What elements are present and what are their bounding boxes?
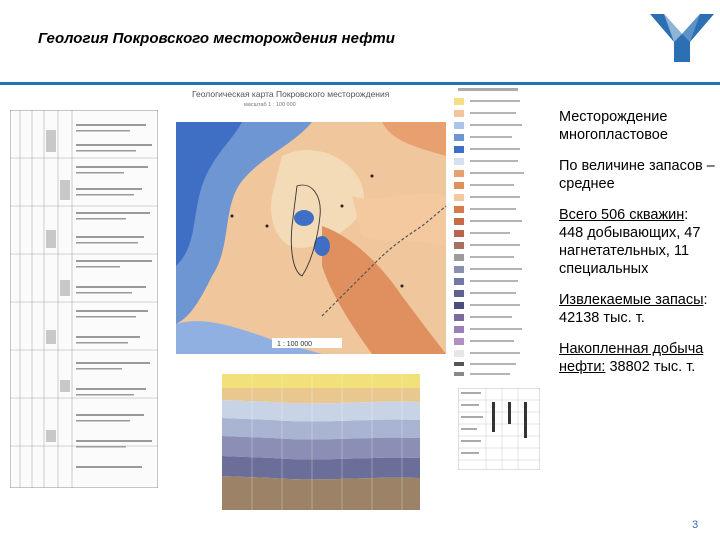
header-divider — [0, 82, 720, 85]
fact-text: Месторождение многопластовое — [559, 109, 668, 143]
geological-cross-section — [222, 362, 420, 510]
map-legend — [448, 86, 542, 386]
cumulative-production-link[interactable]: Накопленная добыча нефти: — [559, 341, 704, 375]
fact-wells — [559, 206, 715, 278]
map-subtitle: масштаб 1 : 100 000 — [244, 102, 296, 108]
fact-multilayer — [559, 108, 715, 144]
fact-text: По величине запасов – среднее — [559, 158, 715, 192]
slide-title: Геология Покровского месторождения нефти — [38, 30, 395, 47]
recoverable-reserves-link[interactable]: Извлекаемые запасы — [559, 292, 704, 308]
fact-recoverable-reserves — [559, 291, 715, 327]
well-log-table — [458, 388, 540, 470]
page-number: 3 — [692, 519, 699, 531]
fact-text: 38802 тыс. т. — [605, 359, 696, 375]
geological-map — [172, 86, 452, 358]
fact-reserves-size — [559, 157, 715, 193]
fact-text: : 448 добывающих, 47 нагнетательных, 11 специальных — [559, 207, 701, 277]
map-scale: 1 : 100 000 — [277, 341, 313, 348]
fact-cumulative-production — [559, 340, 715, 376]
key-facts — [559, 108, 715, 389]
company-logo-icon — [650, 14, 714, 70]
wells-link[interactable]: Всего 506 скважин — [559, 207, 685, 223]
fact-text: : 42138 тыс. т. — [559, 292, 708, 326]
slide-header — [0, 0, 720, 82]
stratigraphic-column — [10, 110, 158, 488]
map-title: Геологическая карта Покровского месторождения — [192, 89, 390, 99]
